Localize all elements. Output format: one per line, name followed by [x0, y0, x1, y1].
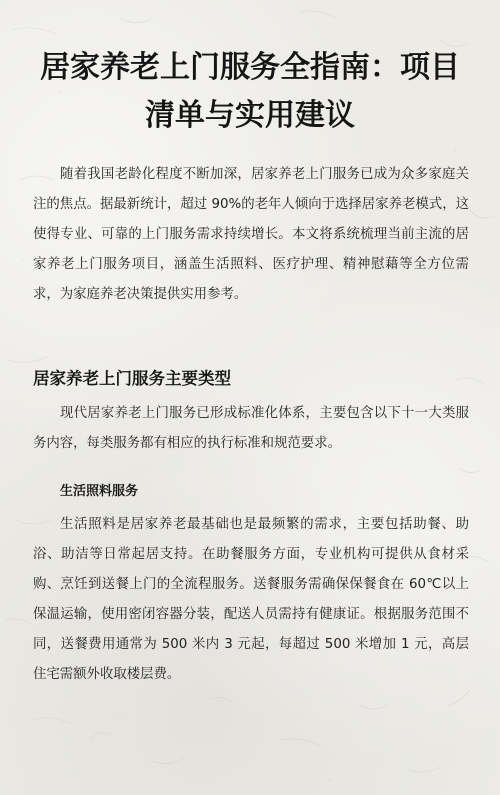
page-title: 居家养老上门服务全指南：项目清单与实用建议 — [40, 50, 460, 133]
section-intro-paragraph: 现代居家养老上门服务已形成标准化体系，主要包含以下十一大类服务内容，每类服务都有相应的执行标准和规范要求。 — [33, 406, 469, 451]
subsection-body-paragraph: 生活照料是居家养老最基础也是最频繁的需求，主要包括助餐、助浴、助洁等日常起居支持。在助餐服务方面，专业机构可提供从食材采购、烹饪到送餐上门的全流程服务。送餐服务需确保保餐食在 60℃以上保温运输，使用密闭容器分装，配送人员需持有健康证。根据服务范围不同，送餐费用通常为 500 米内 3 元起，每超过 500 米增加 1 元，高层住宅需额外收取楼层费。 — [33, 517, 469, 682]
intro-paragraph: 随着我国老龄化程度不断加深，居家养老上门服务已成为众多家庭关注的焦点。据最新统计，超过 90%的老年人倾向于选择居家养老模式，这使得专业、可靠的上门服务需求持续增长。本文将系统梳理当前主流的居家养老上门服务项目，涵盖生活照料、医疗护理、精神慰藉等全方位需求，为家庭养老决策提供实用参考。 — [33, 167, 469, 302]
section-heading: 居家养老上门服务主要类型 — [33, 369, 231, 388]
subsection-heading: 生活照料服务 — [60, 484, 139, 499]
